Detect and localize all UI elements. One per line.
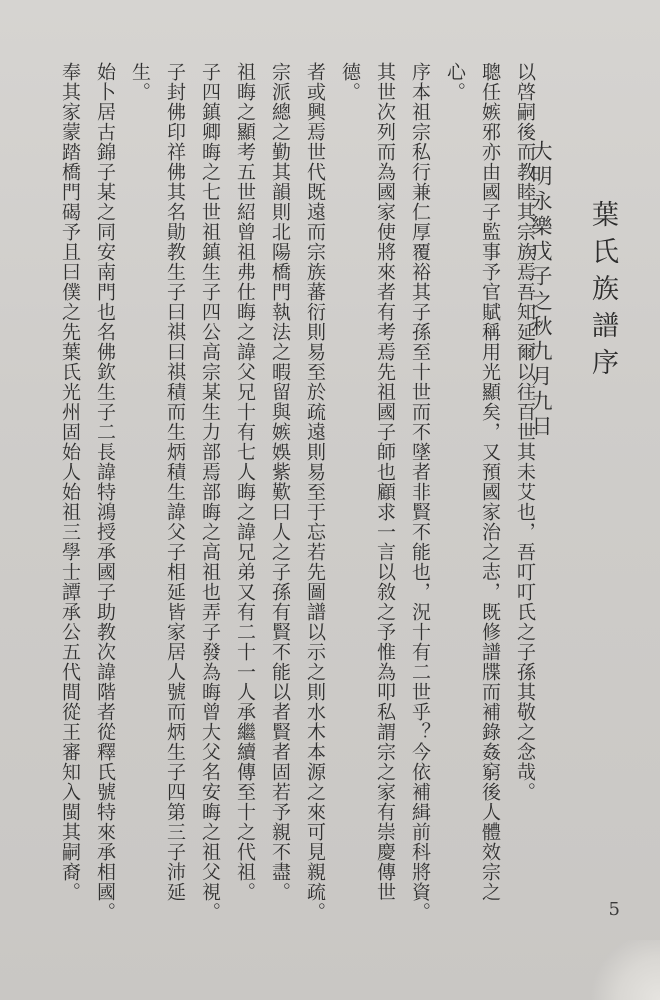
body-text: 以啓嗣後而教睦其宗族焉吾知延爾以往百世其未艾也，吾叮叮氏之子孫其敬之念哉。 聰任嫉邪亦由國子監事予官賦稱用光顯矣，又預國家治之志，既修譜牒而補錄姦窮後人體效宗之心。 序本祖宗私行兼仁厚覆裕其子孫至十世而不墜者非賢不能也，況十有二世乎？今依補緝前科將資。 其世次列而為國家使將來者有考焉先祖國子師也顧求一言以敘之予惟為叩私謂宗之家有崇慶傳世德。 者或興焉世代既遠而宗族蕃衍則易至於疏遠則易至于忘若先圖譜以示之則水木本源之來可見親疏。 宗派總之勤其韻則北陽橋門執法之暇留與嫉娛紫歎曰人之子孫有賢不能以者賢者固若予親不盡。 祖晦之顯考五世紹曾祖弗仕晦之諱父兄十有七人晦之諱兄弟又有二十一人承繼續傳至十之代祖。 子四鎮卿晦之七世祖鎮生子四公高宗某生力部焉部晦之高祖也弄子發為晦曾大父名安晦之祖父視。 子封佛印祥佛其名勛教生子曰祺曰祺積而生炳積生諱父子相延皆家居人號而炳生子四第三子沛延生。 始卜居古錦子某之同安南門也名佛欽生子二長諱特鴻授承國子助教次諱階者從釋氏號特來承相國。 奉其家蒙踏橋門碣予且曰僕之先葉氏光州固始人始祖三學士譚承公五代間從王審知入閩其嗣裔。 bbox=[59, 62, 536, 922]
paper-corner-stain bbox=[590, 940, 660, 1000]
page-number: 5 bbox=[608, 899, 620, 920]
body-text-area bbox=[52, 62, 536, 922]
document-title: 葉氏族譜序 bbox=[587, 200, 618, 385]
date-line: 大明永樂戊子之秋九月九日 bbox=[529, 140, 553, 440]
